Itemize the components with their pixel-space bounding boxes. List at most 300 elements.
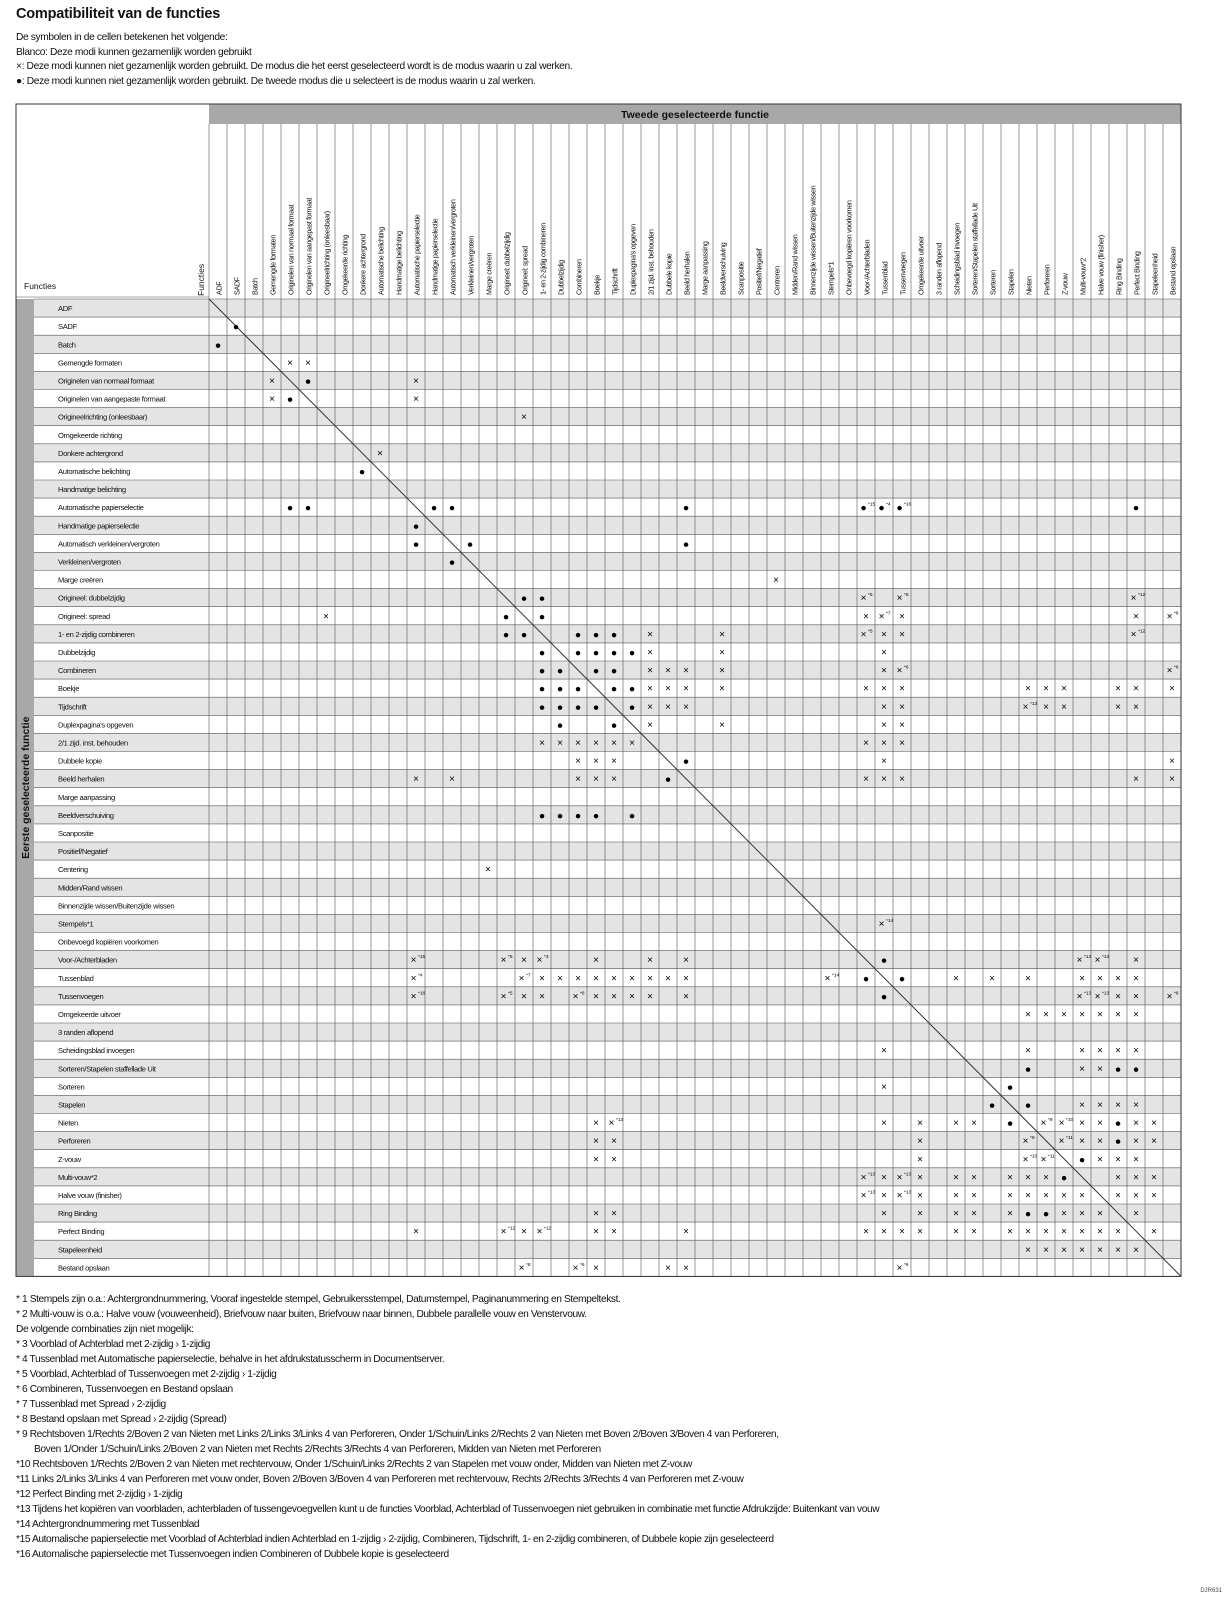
footnote-ref: *15 [418,955,426,961]
cross-mark: × [1133,991,1139,1003]
cross-mark: × [500,991,507,1003]
column-label: Positief/Negatief [754,248,764,295]
column-label: 2/1 zijd. inst. behouden [646,229,656,295]
column-label: Stapeleenheid [1150,253,1160,295]
cross-mark: × [917,1190,923,1202]
column-label: Halve vouw (finisher) [1096,235,1106,295]
dot-mark: ● [520,592,528,605]
row-shading [34,1240,1181,1258]
cross-mark: × [608,1118,615,1130]
cross-mark: × [1151,1190,1157,1202]
column-label: Boekje [592,275,602,295]
row-label: Halve vouw (finisher) [58,1190,122,1200]
cross-mark: × [323,611,329,623]
column-label: 3 randen aflopend [934,243,944,295]
dot-mark: ● [628,809,636,822]
dot-mark: ● [574,683,582,696]
row-label: Marge aanpassing [58,792,115,802]
footnote: * 3 Voorblad of Achterblad met 2-zijdig › 1-zijdig [16,1339,211,1350]
column-label: Batch [250,278,260,295]
cross-mark: × [719,719,725,731]
column-label: ADF [214,281,224,295]
cross-mark: × [611,973,617,985]
dot-mark: ● [304,375,312,388]
cross-mark: × [917,1136,923,1148]
cross-mark: × [1115,991,1121,1003]
dot-mark: ● [448,502,456,515]
dot-mark: ● [412,538,420,551]
cross-mark: × [878,918,885,930]
cross-mark: × [881,774,887,786]
cross-mark: × [1079,1226,1085,1238]
cross-mark: × [647,665,653,677]
footnote-ref: *8 [526,1262,531,1268]
cross-mark: × [1133,1136,1139,1148]
cross-mark: × [1133,1118,1139,1130]
column-label: Handmatige belichting [394,231,404,295]
column-label: Midden/Rand wissen [790,234,800,295]
column-label: Omgekeerde uitvoer [916,236,926,295]
cross-mark: × [953,1226,959,1238]
cross-mark: × [1043,1226,1049,1238]
footnote-ref: *13 [868,1190,876,1196]
cross-mark: × [1097,1244,1103,1256]
footnote: * 2 Multi-vouw is o.a.: Halve vouw (vouweenheid), Briefvouw naar buiten, Briefvouw naar binnen, Dubbele parallelle vouw en Venstervouw. [16,1309,587,1320]
footnote: * 4 Tussenblad met Automatische papierselectie, behalve in het afdrukstatusscherm in Documentserver. [16,1354,445,1365]
footnote-ref: *12 [544,1226,552,1232]
dot-mark: ● [214,339,222,352]
dot-mark: ● [628,701,636,714]
footnote-ref: *10 [1066,1118,1074,1124]
row-label: Origineel: spread [58,611,110,621]
cross-mark: × [683,665,689,677]
column-label: Scheidingsblad invoegen [952,223,962,295]
cross-mark: × [773,575,779,587]
column-label: Ring Binding [1114,258,1124,295]
column-label: Tussenvoegen [898,252,908,295]
row-label: Scheidingsblad invoegen [58,1046,135,1056]
cross-mark: × [557,737,563,749]
row-label: Automatische belichting [58,466,131,476]
cross-mark: × [593,1226,599,1238]
dot-mark: ● [538,809,546,822]
functies-label: Functies [24,281,57,291]
cross-mark: × [593,1154,599,1166]
row-label: Marge creëren [58,575,103,585]
cross-mark: × [719,683,725,695]
cross-mark: × [521,412,527,424]
cross-mark: × [1115,1244,1121,1256]
row-label: Handmatige belichting [58,485,126,495]
cross-mark: × [1043,1244,1049,1256]
cross-mark: × [539,973,545,985]
row-label: Origineel: dubbelzijdig [58,593,125,603]
column-label: SADF [232,277,242,295]
cross-mark: × [485,864,491,876]
row-label: Donkere achtergrond [58,448,123,458]
cross-mark: × [629,737,635,749]
cross-mark: × [1151,1172,1157,1184]
row-shading [34,299,1181,317]
row-label: Verkleinen/vergroten [58,557,121,567]
cross-mark: × [1022,701,1029,713]
row-label: Combineren [58,666,96,676]
cross-mark: × [1169,774,1175,786]
column-label: Tijdschrift [610,268,620,295]
cross-mark: × [1133,1009,1139,1021]
column-label: Automatisch verkleinen/vergroten [448,199,458,295]
cross-mark: × [665,973,671,985]
cross-mark: × [647,991,653,1003]
cross-mark: × [1133,1244,1139,1256]
cross-mark: × [1094,991,1101,1003]
cross-mark: × [521,955,527,967]
cross-mark: × [1130,629,1137,641]
dot-mark: ● [1006,1117,1014,1130]
cross-mark: × [647,955,653,967]
row-shading [34,842,1181,860]
column-label: Duplexpagina's opgeven [628,224,638,295]
cross-mark: × [1097,1118,1103,1130]
cross-mark: × [1043,1009,1049,1021]
row-label: ADF [58,304,73,314]
cross-mark: × [881,1081,887,1093]
cross-mark: × [269,375,275,387]
footnote: Boven 1/Onder 1/Schuin/Links 2/Boven 2 van Nieten met Rechts 2/Rechts 3/Rechts 4 van Perforeren, Midden van Nieten met Perforeren [34,1444,601,1455]
cross-mark: × [1115,1045,1121,1057]
dot-mark: ● [556,809,564,822]
dot-mark: ● [988,1099,996,1112]
column-label: Gemengde formaten [268,235,278,295]
footnote: *15 Automalische papierselectie met Voorblad of Achterblad indien Achterblad en 1-zijdig › 2-zijdig, Combineren, Tijdschrift, 1- en 2-zijdig combineren, of Dubbele kopie zijn geselecteerd [16,1534,774,1545]
footnote: *13 Tijdens het kopiëren van voorbladen, achterbladen of tussengevoegvellen kunt u de functies Voorblad, Achterblad of Tussenvoegen niet gebruiken in combinatie met functie Afdrukzijde: Buitenkant van vouw [16,1504,880,1515]
cross-mark: × [1025,1009,1031,1021]
dot-mark: ● [610,665,618,678]
cross-mark: × [881,1172,887,1184]
cross-mark: × [1133,955,1139,967]
cross-mark: × [1022,1136,1029,1148]
cross-mark: × [1025,1244,1031,1256]
dot-mark: ● [878,502,885,515]
row-label: Perforeren [58,1136,91,1146]
dot-mark: ● [592,701,600,714]
column-label: Voor-/Achterbladen [862,239,872,295]
row-label: Multi-vouw*2 [58,1172,98,1182]
dot-mark: ● [412,520,420,533]
dot-mark: ● [556,683,564,696]
footnote: * 8 Bestand opslaan met Spread › 2-zijdig (Spread) [16,1414,227,1425]
cross-mark: × [1151,1118,1157,1130]
cross-mark: × [896,1172,903,1184]
cross-mark: × [896,1190,903,1202]
cross-mark: × [665,665,671,677]
row-shading [34,1023,1181,1041]
dot-mark: ● [682,502,690,515]
cross-mark: × [1133,1099,1139,1111]
footnote-ref: *6 [904,1262,909,1268]
column-label: Multi-vouw*2 [1078,258,1088,295]
row-label: Tussenblad [58,973,94,983]
cross-mark: × [683,1226,689,1238]
cross-mark: × [1079,1009,1085,1021]
dot-mark: ● [502,610,510,623]
cross-mark: × [1079,1208,1085,1220]
dot-mark: ● [860,502,867,515]
cross-mark: × [1115,1226,1121,1238]
cross-mark: × [629,973,635,985]
footnote-ref: *9 [1048,1118,1053,1124]
cross-mark: × [899,774,905,786]
column-label: Dubbelzijdig [556,260,566,295]
dot-mark: ● [1114,1063,1122,1076]
column-label: Bestand opslaan [1168,246,1178,295]
cross-mark: × [683,683,689,695]
dot-mark: ● [1024,1208,1032,1221]
dot-mark: ● [664,773,672,786]
column-label: Dubbele kopie [664,253,674,295]
footnote-ref: *12 [1138,593,1146,599]
dot-mark: ● [556,665,564,678]
cross-mark: × [971,1190,977,1202]
cross-mark: × [521,991,527,1003]
second-function-header: Tweede geselecteerde functie [620,109,770,121]
footnote: * 9 Rechtsboven 1/Rechts 2/Boven 2 van Nieten met Links 2/Links 3/Links 4 van Perforeren, Onder 1/Schuin/Links 2/Rechts 2 van Nieten met Boven 2/Boven 3/Boven 4 van Perforeren, [16,1429,779,1440]
row-label: Origineelrichting (onleesbaar) [58,412,148,422]
cross-mark: × [719,629,725,641]
cross-mark: × [881,1190,887,1202]
cross-mark: × [953,1208,959,1220]
cross-mark: × [1079,1118,1085,1130]
column-label: Nieten [1024,276,1034,295]
cross-mark: × [863,1226,869,1238]
footnote: De volgende combinaties zijn niet mogelijk: [16,1324,194,1335]
dot-mark: ● [232,321,240,334]
footnote: *11 Links 2/Links 3/Links 4 van Perforeren met vouw onder, Boven 2/Boven 3/Boven 4 van Perforeren met rechtervouw, Rechts 2/Rechts 3/Rechts 4 van Perforeren met Z-vouw [16,1474,744,1485]
image-code: DJR631 [1200,1588,1222,1594]
cross-mark: × [1133,683,1139,695]
cross-mark: × [881,701,887,713]
column-label: Perforeren [1042,264,1052,295]
row-shading [34,408,1181,426]
cross-mark: × [413,1226,419,1238]
cross-mark: × [1166,665,1173,677]
cross-mark: × [593,1208,599,1220]
cross-mark: × [896,1262,903,1274]
cross-mark: × [1097,1009,1103,1021]
cross-mark: × [1133,1154,1139,1166]
row-label: Omgekeerde uitvoer [58,1009,121,1019]
footnote-ref: *10 [1030,1154,1038,1160]
cross-mark: × [593,973,599,985]
cross-mark: × [1061,1190,1067,1202]
cross-mark: × [1169,683,1175,695]
row-shading [34,806,1181,824]
cross-mark: × [863,683,869,695]
cross-mark: × [647,719,653,731]
cross-mark: × [899,1226,905,1238]
cross-mark: × [1115,1172,1121,1184]
cross-mark: × [305,357,311,369]
cross-mark: × [881,1118,887,1130]
dot-mark: ● [880,954,888,967]
dot-mark: ● [448,556,456,569]
cross-mark: × [572,991,579,1003]
column-label: Onbevoegd kopiëren voorkomen [844,200,854,295]
cross-mark: × [719,665,725,677]
cross-mark: × [1061,1226,1067,1238]
column-label: Sorteren/Stapelen staffellade Uit [970,203,980,295]
row-shading [34,589,1181,607]
row-label: Bestand opslaan [58,1263,110,1273]
cross-mark: × [1133,774,1139,786]
row-label: Automatische papierselectie [58,503,144,513]
dot-mark: ● [1042,1208,1050,1221]
cross-mark: × [1040,1118,1047,1130]
cross-mark: × [413,394,419,406]
cross-mark: × [989,973,995,985]
footnote-ref: *5 [868,629,873,635]
cross-mark: × [1097,1208,1103,1220]
cross-mark: × [1097,1099,1103,1111]
row-label: Ring Binding [58,1209,97,1219]
cross-mark: × [518,973,525,985]
cross-mark: × [1079,1099,1085,1111]
row-label: SADF [58,322,77,332]
dot-mark: ● [538,665,546,678]
cross-mark: × [611,737,617,749]
cross-mark: × [1097,1136,1103,1148]
cross-mark: × [410,955,417,967]
cross-mark: × [1133,611,1139,623]
cross-mark: × [971,1172,977,1184]
footnote-ref: *13 [1084,991,1092,997]
row-shading [34,1132,1181,1150]
cross-mark: × [611,991,617,1003]
dot-mark: ● [538,610,546,623]
cross-mark: × [521,1226,527,1238]
dot-mark: ● [628,646,636,659]
cross-mark: × [593,1136,599,1148]
cross-mark: × [665,1262,671,1274]
functies-vertical-label: Functies [196,263,206,296]
column-label: Origineel: dubbelzijdig [502,232,512,295]
dot-mark: ● [574,809,582,822]
cross-mark: × [611,1136,617,1148]
cross-mark: × [860,1190,867,1202]
cross-mark: × [536,1226,543,1238]
row-label: Tijdschrift [58,702,87,712]
cross-mark: × [899,611,905,623]
dot-mark: ● [1024,1063,1032,1076]
cross-mark: × [917,1172,923,1184]
footnote-ref: *11 [1048,1154,1055,1160]
row-label: Beeld herhalen [58,774,105,784]
cross-mark: × [1043,683,1049,695]
dot-mark: ● [574,646,582,659]
dot-mark: ● [880,990,888,1003]
cross-mark: × [1115,683,1121,695]
footnotes [16,1292,1206,1562]
cross-mark: × [1043,1190,1049,1202]
footnote-ref: *5 [904,593,909,599]
cross-mark: × [1061,701,1067,713]
cross-mark: × [1061,683,1067,695]
cross-mark: × [611,1208,617,1220]
dot-mark: ● [538,592,546,605]
cross-mark: × [593,955,599,967]
cross-mark: × [1130,593,1137,605]
row-label: Stapelen [58,1100,86,1110]
cross-mark: × [881,647,887,659]
row-shading [34,1059,1181,1077]
row-shading [34,661,1181,679]
cross-mark: × [410,991,417,1003]
column-label: Origineelrichting (onleesbaar) [322,211,332,295]
cross-mark: × [1025,683,1031,695]
cross-mark: × [1079,1045,1085,1057]
dot-mark: ● [1132,502,1140,515]
row-shading [34,1095,1181,1113]
footnote-ref: *13 [616,1118,624,1124]
cross-mark: × [1025,1172,1031,1184]
footnote: * 6 Combineren, Tussenvoegen en Bestand opslaan [16,1384,233,1395]
cross-mark: × [860,629,867,641]
cross-mark: × [611,756,617,768]
cross-mark: × [1025,1226,1031,1238]
dot-mark: ● [466,538,474,551]
cross-mark: × [1133,701,1139,713]
cross-mark: × [917,1226,923,1238]
row-label: Originelen van aangepaste formaat [58,394,166,404]
column-label: Centreren [772,266,782,295]
row-label: Beeldverschuiving [58,810,114,820]
cross-mark: × [683,973,689,985]
cross-mark: × [1007,1208,1013,1220]
column-label: Handmatige papierselectie [430,218,440,295]
footnote-ref: *5 [508,955,513,961]
column-label: Binnenzijde wissen/Buitenzijde wissen [808,185,818,295]
column-label: Origineel: spread [520,246,530,295]
row-label: Onbevoegd kopiëren voorkomen [58,937,159,947]
cross-mark: × [881,629,887,641]
cross-mark: × [611,1154,617,1166]
row-label: Duplexpagina's opgeven [58,720,134,730]
footnote-ref: *6 [580,991,585,997]
cross-mark: × [1115,1190,1121,1202]
cross-mark: × [647,701,653,713]
footnote: *14 Achtergrondnummering met Tussenblad [16,1519,200,1530]
dot-mark: ● [286,393,294,406]
cross-mark: × [1061,1009,1067,1021]
cross-mark: × [449,774,455,786]
row-label: Stapeleenheid [58,1245,103,1255]
cross-mark: × [410,973,417,985]
footnote-ref: *11 [1066,1136,1073,1142]
cross-mark: × [683,955,689,967]
column-label: Stempels*1 [826,261,836,295]
footnote-ref: *6 [904,665,909,671]
row-shading [34,770,1181,788]
dot-mark: ● [430,502,438,515]
cross-mark: × [1133,1208,1139,1220]
cross-mark: × [1043,1172,1049,1184]
dot-mark: ● [1024,1099,1032,1112]
cross-mark: × [1169,756,1175,768]
cross-mark: × [953,1118,959,1130]
cross-mark: × [1025,973,1031,985]
footnote-ref: *14 [886,918,894,924]
cross-mark: × [899,683,905,695]
